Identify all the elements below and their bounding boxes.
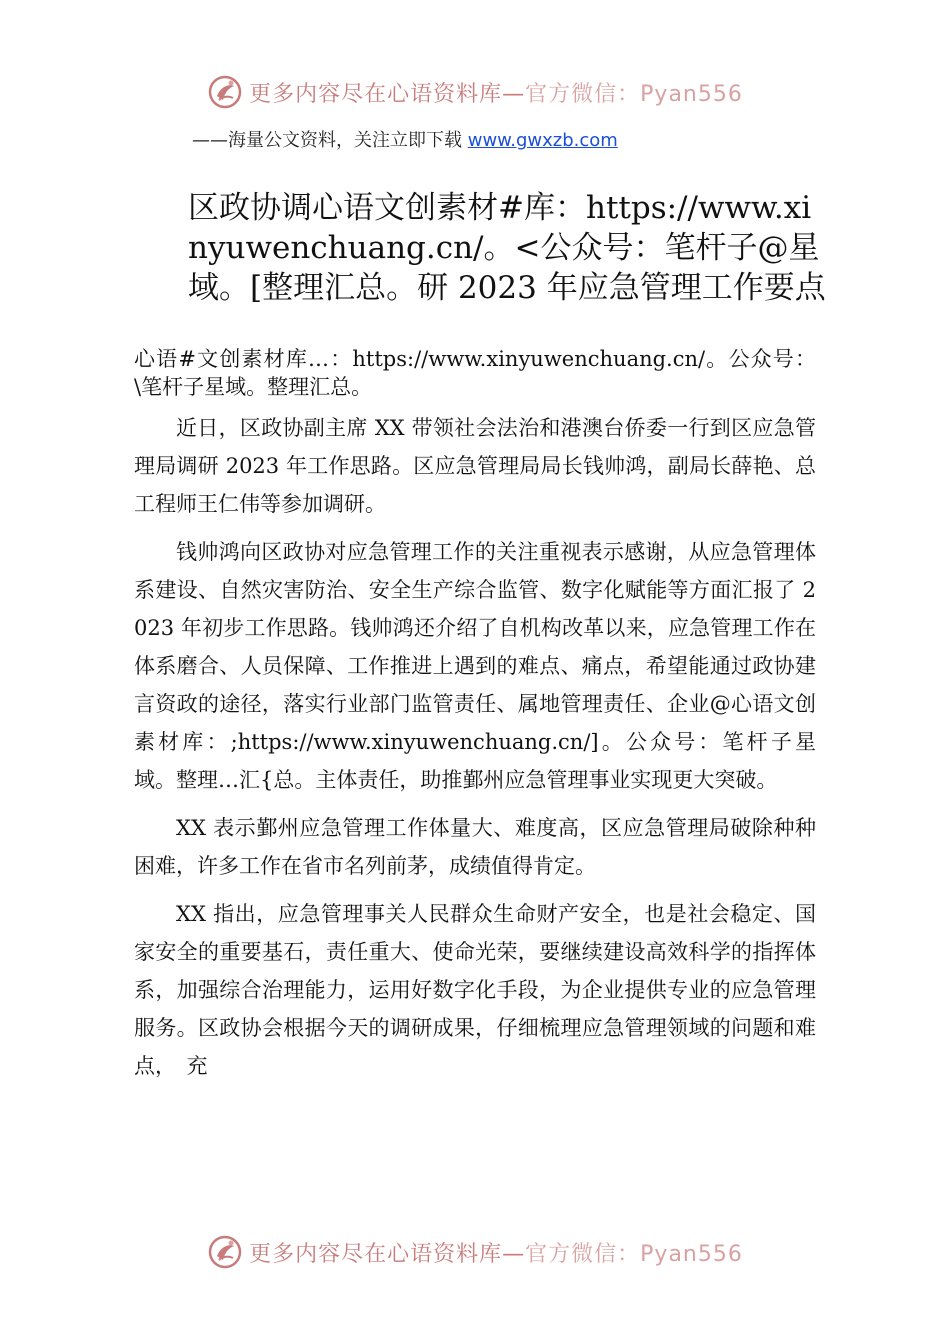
document-title: 区政协调心语文创素材#库：https://www.xinyuwenchuang.cn/。<公众号：笔杆子@星域。[整理汇总。研 2023 年应急管理工作要点 bbox=[188, 190, 826, 306]
banner-text bbox=[249, 77, 743, 108]
header-banner-inner bbox=[207, 74, 743, 110]
footer-banner-dash: — bbox=[502, 1241, 526, 1267]
source-note: 心语#文创素材库…：https://www.xinyuwenchuang.cn/。公众号：\笔杆子星域。整理汇总。 bbox=[134, 347, 816, 399]
paragraph-4: XX 指出，应急管理事关人民群众生命财产安全，也是社会稳定、国家安全的重要基石，责任重大、使命光荣，要继续建设高效科学的指挥体系，加强综合治理能力，运用好数字化手段，为企业提供专业的应急管理服务。区政协会根据今天的调研成果，仔细梳理应急管理领域的问题和难点， 充 bbox=[134, 902, 816, 1078]
lotus-logo-icon bbox=[207, 1234, 243, 1270]
banner-dash: — bbox=[502, 81, 526, 107]
footer-wechat-label: 官方微信： bbox=[525, 1241, 641, 1267]
footer-banner-title: 更多内容尽在心语资料库 bbox=[249, 1241, 503, 1267]
lotus-logo-icon bbox=[207, 74, 243, 110]
footer-banner bbox=[0, 1230, 950, 1274]
paragraph-2: 钱帅鸿向区政协对应急管理工作的关注重视表示感谢，从应急管理体系建设、自然灾害防治、安全生产综合监管、数字化赋能等方面汇报了 2023 年初步工作思路。钱帅鸿还介绍了自机构改革以来，应急管理工作在体系磨合、人员保障、工作推进上遇到的难点、痛点，希望能通过政协建言资政的途径，落实行业部门监管责任、属地管理责任、企业@心语文创素材库：;https://www.xinyuwenchuang.cn/]。公众号：笔杆子星域。整理…汇{总。主体责任，助推鄞州应急管理事业实现更大突破。 bbox=[134, 540, 816, 792]
document-body bbox=[134, 345, 816, 1085]
footer-banner-text bbox=[249, 1237, 743, 1268]
subline-text: ——海量公文资料，关注立即下载 bbox=[192, 130, 468, 151]
banner-title: 更多内容尽在心语资料库 bbox=[249, 81, 503, 107]
banner-wechat-label: 官方微信： bbox=[525, 81, 641, 107]
download-subline bbox=[192, 126, 618, 152]
download-link[interactable]: www.gwxzb.com bbox=[467, 130, 618, 151]
footer-wechat-id: Pyan556 bbox=[640, 1241, 743, 1267]
header-banner bbox=[0, 70, 950, 114]
paragraph-3: XX 表示鄞州应急管理工作体量大、难度高，区应急管理局破除种种困难，许多工作在省市名列前茅，成绩值得肯定。 bbox=[134, 816, 816, 878]
banner-wechat-id: Pyan556 bbox=[640, 81, 743, 107]
paragraph-1: 近日，区政协副主席 XX 带领社会法治和港澳台侨委一行到区应急管理局调研 2023 年工作思路。区应急管理局局长钱帅鸿，副局长薛艳、总工程师王仁伟等参加调研。 bbox=[134, 416, 816, 516]
footer-banner-inner bbox=[207, 1234, 743, 1270]
